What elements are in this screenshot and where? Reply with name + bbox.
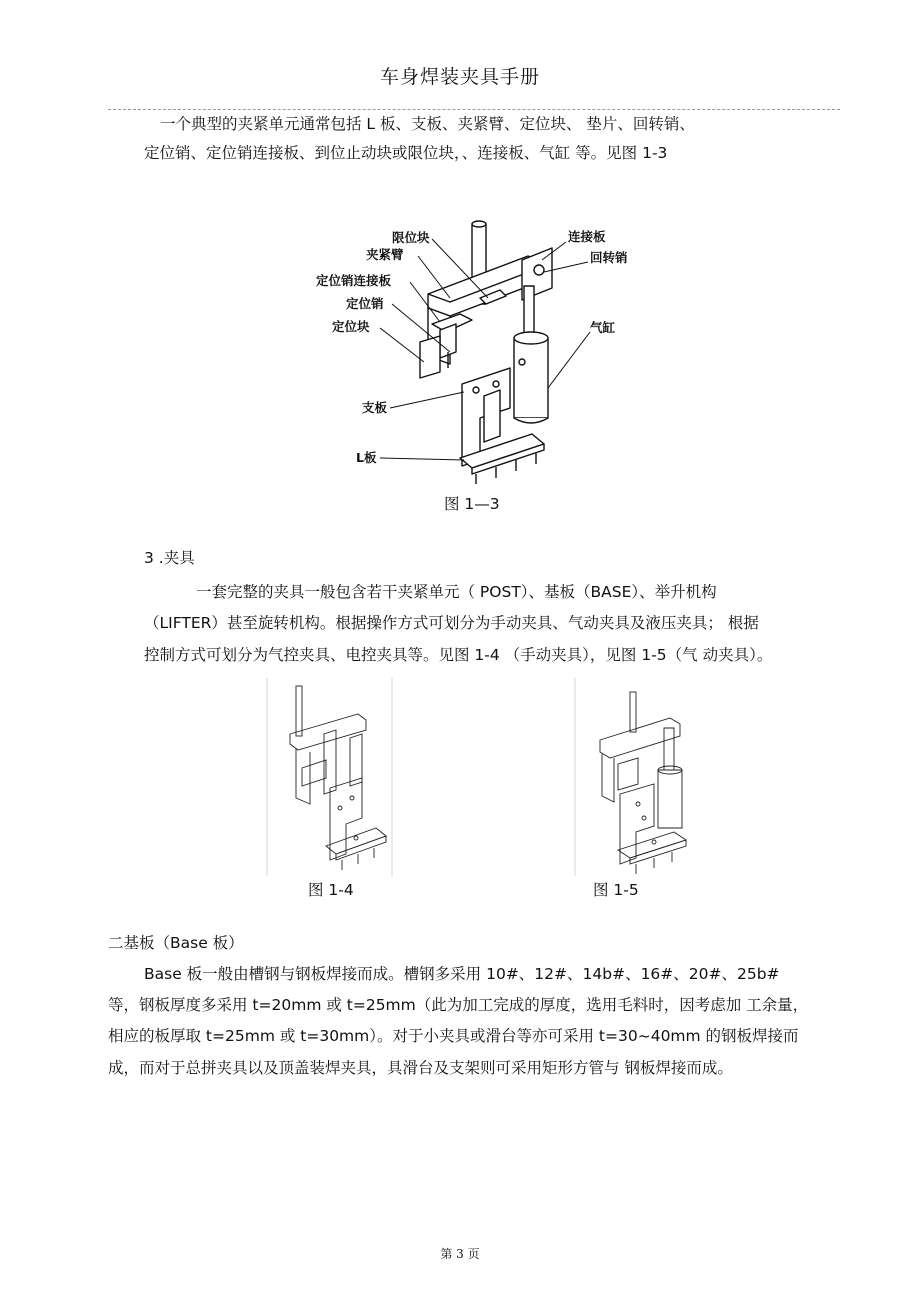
label-cylinder: 气缸 [590,320,616,335]
intro-line-1: 一个典型的夹紧单元通常包括 L 板、支板、夹紧臂、定位块、 垫片、回转销、 [160,115,695,133]
label-l-plate: L板 [356,450,377,465]
section-base-line-2: 等，钢板厚度多采用 t=20mm 或 t=25mm（此为加工完成的厚度，选用毛料时，因考虑加 工余量， [108,996,809,1014]
figure-1-3-clamp-unit-diagram [300,212,640,490]
label-support-plate: 支板 [362,400,388,415]
figure-1-3-caption: 图 1—3 [444,495,500,513]
section-base-line-3: 相应的板厚取 t=25mm 或 t=30mm）。对于小夹具或滑台等亦可采用 t=30~40mm 的钢板焊接而 [108,1027,799,1045]
section-3-line-3: 控制方式可划分为气控夹具、电控夹具等。见图 1-4 （手动夹具），见图 1-5（气 动夹具）。 [144,646,773,664]
label-pin-connecting-plate: 定位销连接板 [316,273,392,288]
figure-1-5-caption: 图 1-5 [593,881,639,899]
label-locating-pin: 定位销 [346,296,384,311]
section-3-line-1: 一套完整的夹具一般包含若干夹紧单元（ POST）、基板（BASE）、举升机构 [196,583,717,601]
header-divider [108,109,840,110]
label-connecting-plate: 连接板 [568,229,606,244]
section-base-line-1: Base 板一般由槽钢与钢板焊接而成。槽钢多采用 10#、12#、14b#、16#、20#、25b# [144,965,780,983]
section-base-heading: 二基板（Base 板） [108,934,244,952]
intro-line-2: 定位销、定位销连接板、到位止动块或限位块，、连接板、气缸 等。见图 1-3 [144,144,668,162]
page-number: 第 3 页 [440,1247,480,1261]
section-3-heading: 3 .夹具 [144,549,195,567]
figure-1-4-caption: 图 1-4 [308,881,354,899]
page-header-title: 车身焊装夹具手册 [379,66,540,88]
section-3-line-2: （LIFTER）甚至旋转机构。根据操作方式可划分为手动夹具、气动夹具及液压夹具； 根据 [144,614,759,632]
label-clamp-arm: 夹紧臂 [366,247,404,262]
label-locating-block: 定位块 [332,319,370,334]
cylinder-body-shape [514,338,548,418]
locating-block-shape [420,336,440,378]
figure-1-4-manual-fixture-drawing [266,678,394,876]
section-base-line-4: 成，而对于总拼夹具以及顶盖装焊夹具，具滑台及支架则可采用矩形方管与 钢板焊接而成。 [108,1059,733,1077]
label-pivot-pin: 回转销 [590,250,628,265]
label-limit-block: 限位块 [392,230,430,245]
figure-1-5-pneumatic-fixture-drawing [574,678,704,876]
